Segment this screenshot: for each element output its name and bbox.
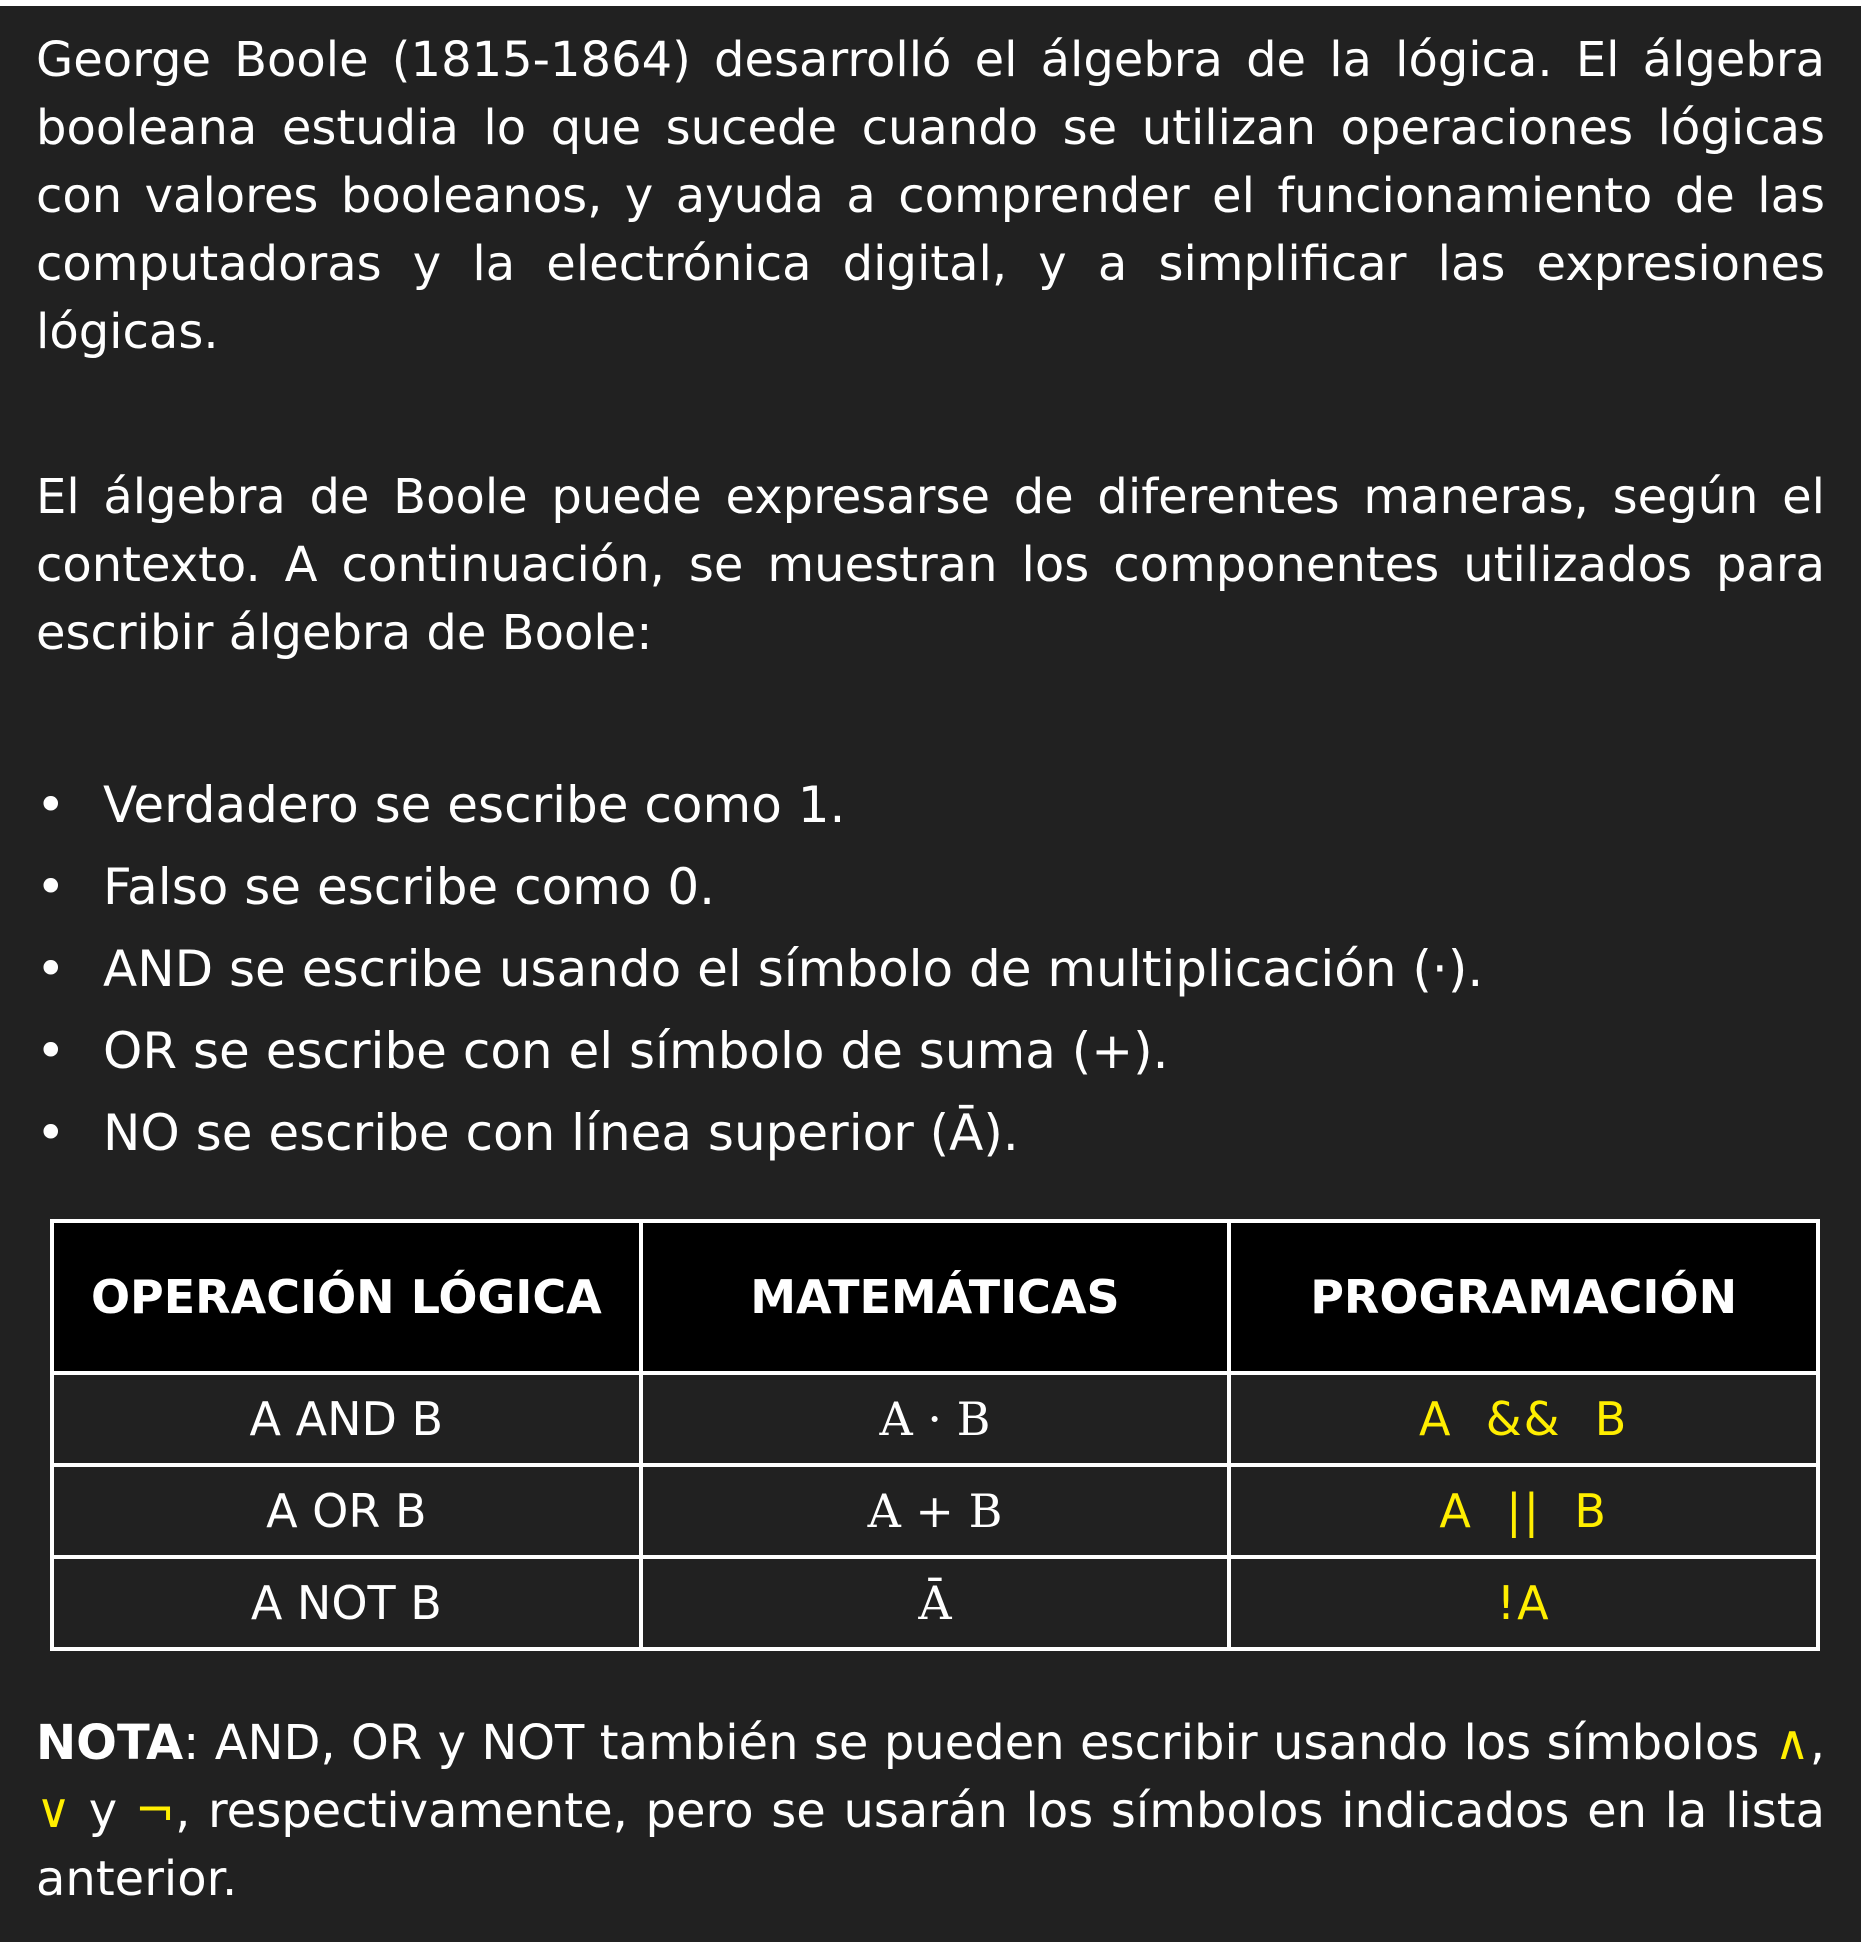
note-label: NOTA: [36, 1715, 184, 1771]
list-item: [36, 1092, 1825, 1174]
list-item-text: Verdadero se escribe como 1.: [103, 776, 846, 834]
bullet-icon: •: [36, 1104, 66, 1162]
header-programacion: PROGRAMACIÓN: [1229, 1221, 1818, 1373]
note-text-start: : AND, OR y NOT también se pueden escribir usando los símbolos: [183, 1715, 1775, 1771]
table-header-row: [52, 1221, 1818, 1373]
document-page: [0, 6, 1861, 1942]
note-paragraph: [36, 1709, 1825, 1913]
and-symbol: ∧: [1774, 1715, 1810, 1771]
list-item: [36, 1010, 1825, 1092]
bullet-icon: •: [36, 1022, 66, 1080]
context-paragraph: El álgebra de Boole puede expresarse de diferentes maneras, según el contexto. A continuación, se muestran los componentes utilizados para escribir álgebra de Boole:: [36, 469, 1825, 661]
list-item: [36, 764, 1825, 846]
header-operacion-logica: OPERACIÓN LÓGICA: [52, 1221, 641, 1373]
cell-math: A + B: [641, 1465, 1230, 1557]
note-text-end: , respectivamente, pero se usarán los símbolos indicados en la lista anterior.: [36, 1783, 1825, 1907]
list-item-text: Falso se escribe como 0.: [103, 858, 716, 916]
list-item: [36, 928, 1825, 1010]
table-row: [52, 1557, 1818, 1649]
list-item-text: NO se escribe con línea superior (Ā).: [103, 1104, 1019, 1162]
components-list: [36, 764, 1825, 1174]
cell-math: Ā: [641, 1557, 1230, 1649]
cell-programming: !A: [1229, 1557, 1818, 1649]
or-symbol: ∨: [36, 1783, 72, 1839]
header-matematicas: MATEMÁTICAS: [641, 1221, 1230, 1373]
list-item-text: OR se escribe con el símbolo de suma (+).: [103, 1022, 1169, 1080]
list-item: [36, 846, 1825, 928]
table-row: [52, 1373, 1818, 1465]
list-item-text: AND se escribe usando el símbolo de multiplicación (·).: [103, 940, 1484, 998]
cell-operation: A NOT B: [52, 1557, 641, 1649]
table-row: [52, 1465, 1818, 1557]
cell-programming: A && B: [1229, 1373, 1818, 1465]
bullet-icon: •: [36, 776, 66, 834]
cell-operation: A OR B: [52, 1465, 641, 1557]
not-symbol: ¬: [134, 1783, 176, 1839]
intro-paragraph: George Boole (1815-1864) desarrolló el álgebra de la lógica. El álgebra booleana estudia lo que sucede cuando se utilizan operaciones lógicas con valores booleanos, y ayuda a comprender el funcionamiento de las computadoras y la electrónica digital, y a simplificar las expresiones lógicas.: [36, 32, 1825, 360]
operations-table: [50, 1219, 1820, 1651]
cell-programming: A || B: [1229, 1465, 1818, 1557]
bullet-icon: •: [36, 858, 66, 916]
cell-math: A · B: [641, 1373, 1230, 1465]
cell-operation: A AND B: [52, 1373, 641, 1465]
bullet-icon: •: [36, 940, 66, 998]
note-separator: ,: [1809, 1715, 1825, 1771]
note-separator: y: [71, 1783, 135, 1839]
